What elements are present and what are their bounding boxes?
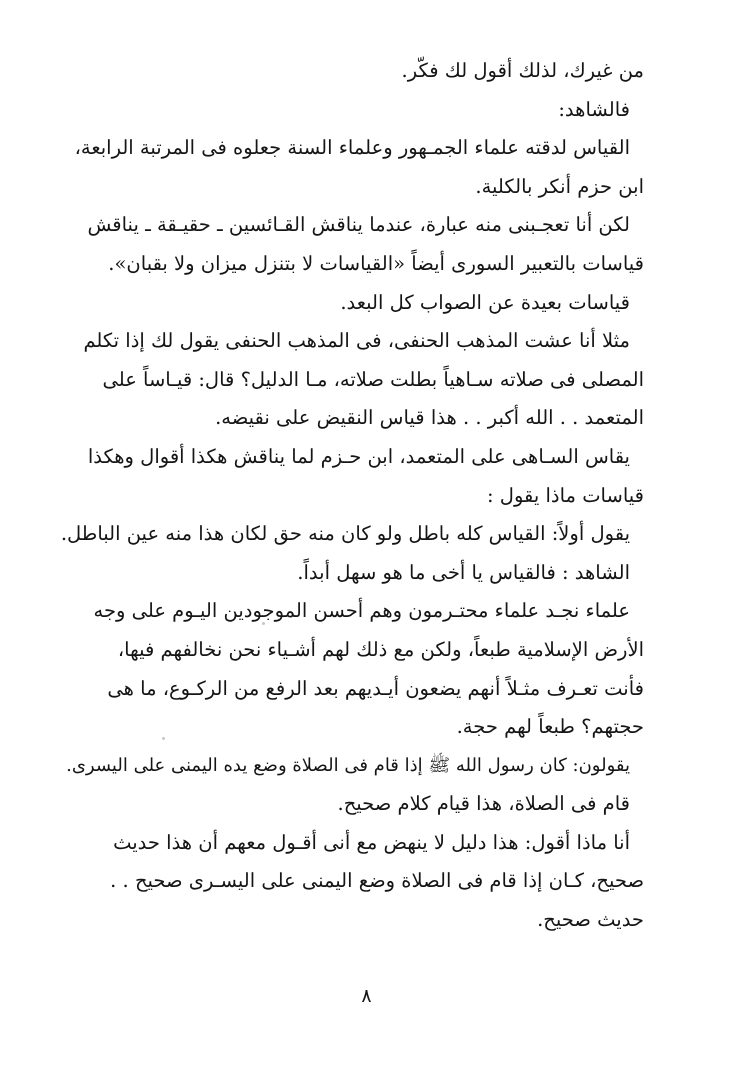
text-line: حديث صحيح.	[537, 908, 644, 932]
text-line: فالشاهد:	[558, 97, 630, 121]
text-line: الأرض الإسلامية طبعاً، ولكن مع ذلك لهم أشـياء نحن نخالفهم فيها،	[117, 637, 644, 661]
text-line: القياس لدقته علماء الجمـهور وعلماء السنة جعلوه فى المرتبة الرابعة،	[74, 136, 630, 160]
text-line: الشاهد : فالقياس يا أخى ما هو سهل أبداً.	[297, 560, 630, 584]
text-line: من غيرك، لذلك أقول لك فكّر.	[401, 59, 644, 82]
text-line: مثلا أنا عشت المذهب الحنفى، فى المذهب الحنفى يقول لك إذا تكلم	[83, 329, 630, 353]
text-line: قياسات ماذا يقول :	[487, 483, 644, 507]
text-line: يقاس السـاهى على المتعمد، ابن حـزم لما يناقش هكذا أقوال وهكذا	[87, 444, 630, 468]
text-line: لكن أنا تعجـبنى منه عبارة، عندما يناقش القـائسين ـ حقيـقة ـ يناقش	[87, 213, 630, 237]
text-line: يقولون: كان رسول الله ﷺ إذا قام فى الصلاة وضع يده اليمنى على اليسرى.	[66, 754, 630, 776]
text-line: المصلى فى صلاته سـاهياً بطلت صلاته، مـا الدليل؟ قال: قيـاساً على	[102, 367, 644, 391]
text-line: صحيح، كـان إذا قام فى الصلاة وضع اليمنى على اليسـرى صحيح . .	[110, 869, 644, 893]
text-line: قام فى الصلاة، هذا قيام كلام صحيح.	[337, 792, 630, 816]
page-number: ٨	[361, 985, 372, 1007]
scan-speck	[262, 622, 265, 625]
text-line: قياسات بالتعبير السورى أيضاً «القياسات لا بتنزل ميزان ولا بقبان».	[108, 251, 644, 275]
text-line: ابن حزم أنكر بالكلية.	[475, 174, 644, 198]
text-line: المتعمد . . الله أكبر . . هذا قياس النقيض على نقيضه.	[215, 406, 644, 430]
text-line: يقول أولاً: القياس كله باطل ولو كان منه حق لكان هذا منه عين الباطل.	[60, 522, 630, 546]
text-line: فأنت تعـرف مثـلاً أنهم يضعون أيـديهم بعد الرفع من الركـوع، ما هى	[107, 676, 644, 700]
body-text	[52, 52, 644, 940]
scan-speck	[162, 737, 165, 740]
text-line: حجتهم؟ طبعاً لهم حجة.	[456, 715, 644, 739]
text-line: قياسات بعيدة عن الصواب كل البعد.	[340, 290, 630, 314]
text-line: علماء نجـد علماء محتـرمون وهم أحسن الموجودين اليـوم على وجه	[93, 599, 630, 623]
text-line: أنا ماذا أقول: هذا دليل لا ينهض مع أنى أقـول معهم أن هذا حديث	[113, 830, 630, 854]
